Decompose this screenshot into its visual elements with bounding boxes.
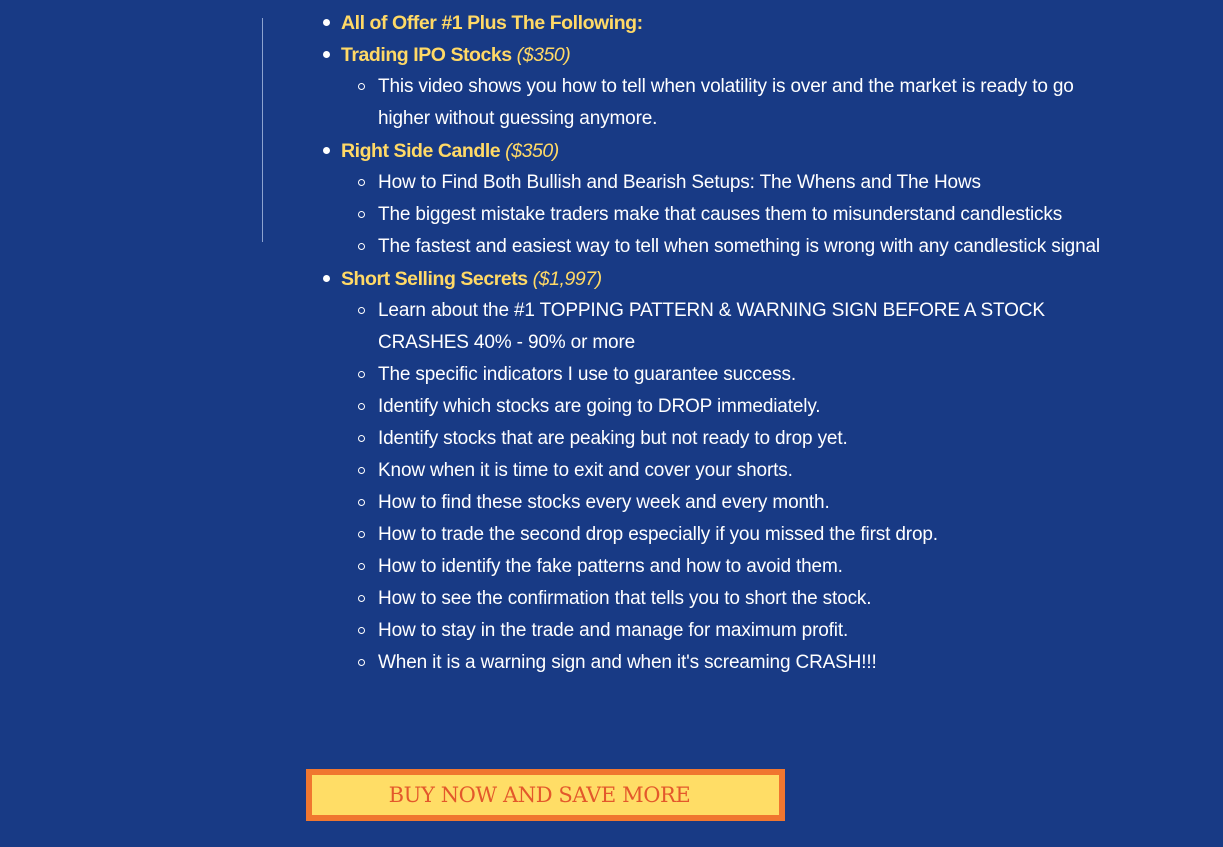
detail-item: The fastest and easiest way to tell when something is wrong with any candlestick signal <box>378 231 1121 263</box>
offer-title: All of Offer #1 Plus The Following: <box>341 12 643 34</box>
detail-item: How to find these stocks every week and every month. <box>378 487 1121 519</box>
detail-item: Identify stocks that are peaking but not ready to drop yet. <box>378 423 1121 455</box>
detail-item: Know when it is time to exit and cover your shorts. <box>378 455 1121 487</box>
offer-item-trading-ipo <box>341 39 1121 135</box>
buy-now-button[interactable]: BUY NOW AND SAVE MORE <box>306 769 785 821</box>
offer-title: Right Side Candle ($350) <box>341 140 559 162</box>
offer-price: ($1,997) <box>532 268 602 290</box>
detail-item: Identify which stocks are going to DROP immediately. <box>378 391 1121 423</box>
left-divider <box>262 18 263 242</box>
detail-item: How to Find Both Bullish and Bearish Setups: The Whens and The Hows <box>378 167 1121 199</box>
offer-details <box>341 167 1121 263</box>
detail-item: How to trade the second drop especially if you missed the first drop. <box>378 519 1121 551</box>
offer-item-short-selling <box>341 263 1121 679</box>
detail-item: When it is a warning sign and when it's screaming CRASH!!! <box>378 647 1121 679</box>
detail-item: How to see the confirmation that tells you to short the stock. <box>378 583 1121 615</box>
offer-details <box>341 71 1121 135</box>
offer-price: ($350) <box>516 44 571 66</box>
detail-item: The biggest mistake traders make that causes them to misunderstand candlesticks <box>378 199 1121 231</box>
offer-title: Trading IPO Stocks ($350) <box>341 44 571 66</box>
offer-details <box>341 295 1121 679</box>
detail-item: How to stay in the trade and manage for maximum profit. <box>378 615 1121 647</box>
offer-item-right-side-candle <box>341 135 1121 263</box>
detail-item: How to identify the fake patterns and how to avoid them. <box>378 551 1121 583</box>
detail-item: This video shows you how to tell when volatility is over and the market is ready to go higher without guessing anymore. <box>378 71 1121 135</box>
offer-list <box>341 7 1121 679</box>
offer-title: Short Selling Secrets ($1,997) <box>341 268 602 290</box>
offer-price: ($350) <box>505 140 559 162</box>
detail-item: The specific indicators I use to guarantee success. <box>378 359 1121 391</box>
detail-item: Learn about the #1 TOPPING PATTERN & WARNING SIGN BEFORE A STOCK CRASHES 40% - 90% or more <box>378 295 1121 359</box>
offer-item <box>341 7 1121 39</box>
